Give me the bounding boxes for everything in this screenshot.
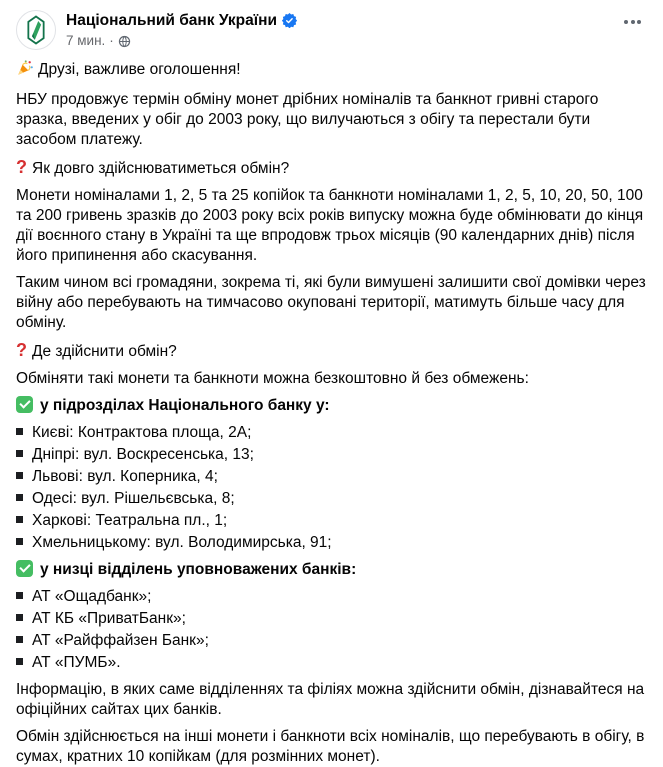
post-text: у низці відділень уповноважених банків:	[40, 561, 357, 578]
post-text: Як довго здійснюватиметься обмін?	[32, 160, 290, 177]
post-header-text	[66, 10, 297, 49]
post-check-header	[16, 396, 647, 416]
post-text: АТ «ПУМБ».	[32, 654, 121, 671]
meta-separator: ·	[109, 33, 114, 48]
banks-list	[16, 587, 647, 673]
post-text: АТ «Ощадбанк»;	[32, 588, 152, 605]
square-bullet-icon	[16, 658, 23, 665]
post-paragraph	[16, 727, 647, 767]
ellipsis-dot	[637, 20, 641, 24]
square-bullet-icon	[16, 494, 23, 501]
post-text: НБУ продовжує термін обміну монет дрібних номіналів та банкнот гривні старого зразка, введених у обіг до 2003 року, що вилучаються з обігу та перестали бути засобом платежу.	[16, 91, 599, 148]
nbu-locations-list	[16, 423, 647, 553]
post-paragraph	[16, 90, 647, 150]
list-item	[16, 609, 647, 629]
list-item	[16, 653, 647, 673]
verified-badge-icon	[282, 13, 297, 28]
list-item	[16, 631, 647, 651]
post-paragraph	[16, 369, 647, 389]
list-item	[16, 423, 647, 443]
post-check-header	[16, 560, 647, 580]
square-bullet-icon	[16, 538, 23, 545]
list-item	[16, 467, 647, 487]
post-text: Монети номіналами 1, 2, 5 та 25 копійок та банкноти номіналами 1, 2, 5, 10, 20, 50, 100 та 200 гривень зразків до 2003 року всіх років випуску можна буде обмінювати до кінця дії воєнного стану в Україні та ще впродовж трьох місяців (90 календарних днів) після його припинення або скасування.	[16, 187, 644, 264]
red-question-mark-icon: ?	[16, 340, 27, 360]
post-text: Обміняти такі монети та банкноти можна безкоштовно й без обмежень:	[16, 370, 529, 387]
post-paragraph	[16, 680, 647, 720]
post-meta-row	[66, 33, 297, 49]
nbu-logo-icon	[18, 12, 54, 48]
post-text: Львові: вул. Коперника, 4;	[32, 468, 218, 485]
list-item	[16, 533, 647, 553]
globe-privacy-icon	[118, 35, 131, 48]
post-options-button[interactable]	[618, 16, 646, 28]
post-header	[0, 0, 663, 57]
party-popper-icon	[16, 59, 34, 83]
post-text: Де здійснити обмін?	[32, 343, 177, 360]
green-check-icon	[16, 396, 33, 413]
post-text: Києві: Контрактова площа, 2А;	[32, 424, 252, 441]
post-text: АТ «Райффайзен Банк»;	[32, 632, 209, 649]
post-paragraph	[16, 273, 647, 333]
post-text: Одесі: вул. Рішельєвська, 8;	[32, 490, 235, 507]
list-item	[16, 587, 647, 607]
post-text: Обмін здійснюється на інші монети і банкноти всіх номіналів, що перебувають в обігу, в сумах, кратних 10 копійкам (для розмінних монет).	[16, 728, 645, 765]
post-paragraph	[16, 186, 647, 266]
post-text: АТ КБ «ПриватБанк»;	[32, 610, 186, 627]
square-bullet-icon	[16, 516, 23, 523]
square-bullet-icon	[16, 472, 23, 479]
post-content	[0, 57, 663, 767]
green-check-icon	[16, 560, 33, 577]
post-text: Друзі, важливе оголошення!	[38, 61, 241, 78]
page-avatar[interactable]	[16, 10, 56, 50]
post-intro-line	[16, 59, 647, 83]
post-text: у підрозділах Національного банку у:	[40, 397, 330, 414]
square-bullet-icon	[16, 614, 23, 621]
page-name-row	[66, 11, 297, 30]
post-question-line	[16, 340, 647, 362]
ellipsis-dot	[624, 20, 628, 24]
post-text: Дніпрі: вул. Воскресенська, 13;	[32, 446, 254, 463]
post-text: Інформацію, в яких саме відділеннях та філіях можна здійснити обмін, дізнавайтеся на офіційних сайтах цих банків.	[16, 681, 645, 718]
post-text: Таким чином всі громадяни, зокрема ті, які були вимушені залишити свої домівки через війну або перебувають на тимчасово окуповані території, матимуть більше часу для обміну.	[16, 274, 646, 331]
square-bullet-icon	[16, 428, 23, 435]
square-bullet-icon	[16, 592, 23, 599]
list-item	[16, 445, 647, 465]
ellipsis-dot	[631, 20, 635, 24]
timestamp-link[interactable]: 7 мин.	[66, 33, 106, 48]
list-item	[16, 489, 647, 509]
post-text: Хмельницькому: вул. Володимирська, 91;	[32, 534, 332, 551]
page-name-link[interactable]: Національний банк України	[66, 12, 277, 29]
list-item	[16, 511, 647, 531]
red-question-mark-icon: ?	[16, 157, 27, 177]
square-bullet-icon	[16, 450, 23, 457]
post-text: Харкові: Театральна пл., 1;	[32, 512, 228, 529]
post-question-line	[16, 157, 647, 179]
square-bullet-icon	[16, 636, 23, 643]
